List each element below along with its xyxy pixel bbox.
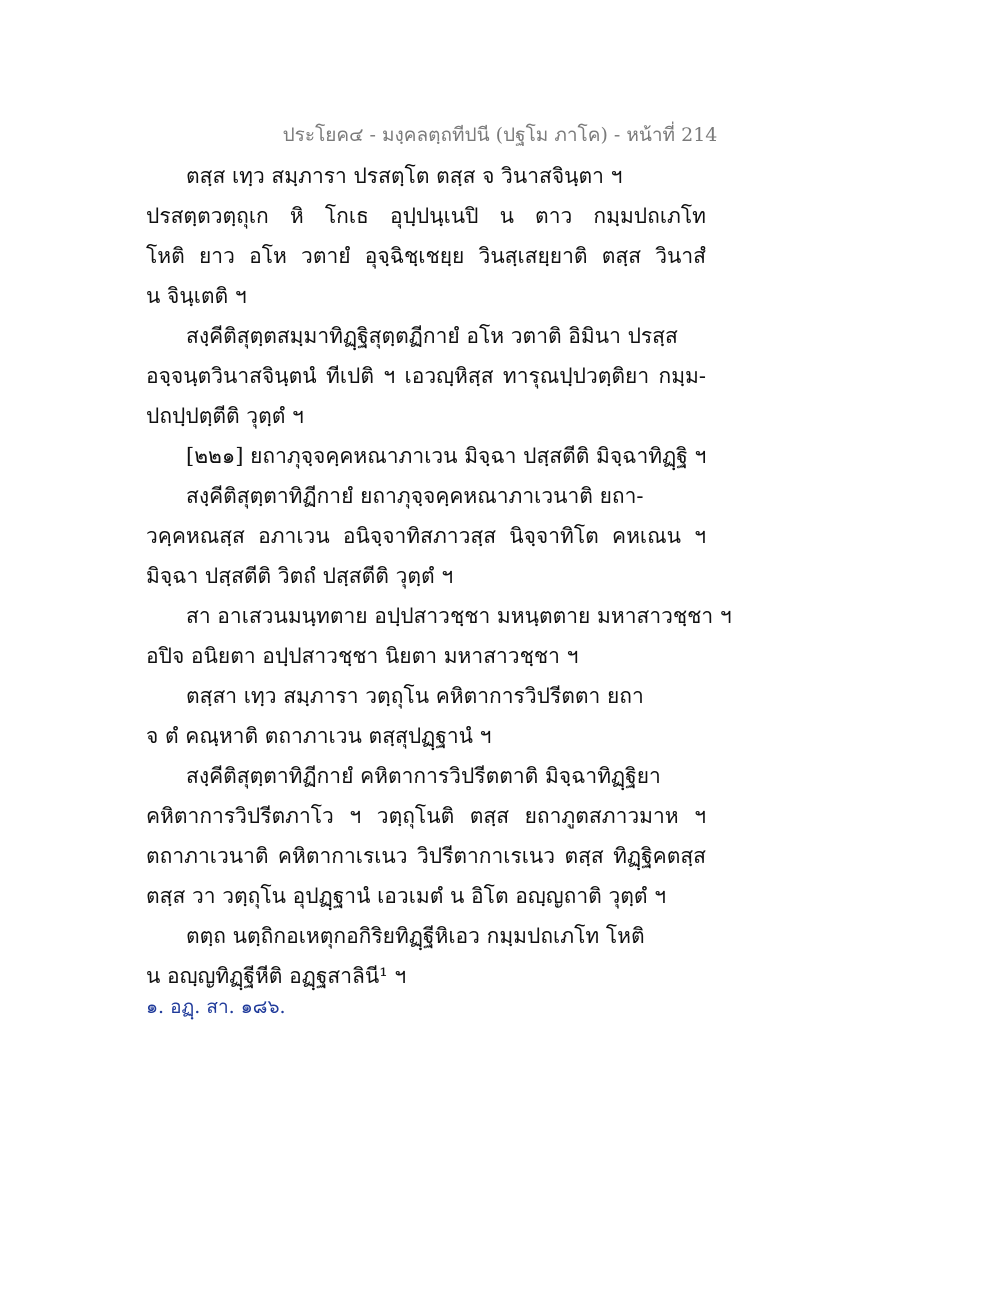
footnote-text: ๑. อฏฺ. สา. ๑๘๖.: [146, 996, 286, 1018]
text-line-9: สงฺคีติสุตฺตาทิฏีกายํ ยถาภุจฺจคฺคหณาภาเวนาติ ยถา-: [186, 484, 644, 508]
text-line-19: ตสฺส วา วตฺถุโน อุปฏฺฐานํ เอวเมตํ น อิโต อญฺญถาติ วุตฺตํ ฯ: [146, 884, 667, 908]
text-line-1: ตสฺส เทฺว สมฺภารา ปรสตฺโต ตสฺส จ วินาสจินฺตา ฯ: [186, 164, 623, 188]
text-line-12: สา อาเสวนมนฺทตาย อปฺปสาวชฺชา มหนฺตตาย มหาสาวชฺชา ฯ: [186, 604, 732, 628]
text-line-21: น อญฺญทิฏฺฐีหีติ อฏฺฐสาลินี¹ ฯ: [146, 964, 407, 988]
body-text: [146, 156, 732, 996]
text-line-16: สงฺคีติสุตฺตาทิฏีกายํ คหิตาการวิปรีตตาติ มิจฺฉาทิฏฺฐิยา: [186, 764, 661, 788]
text-line-20: ตตฺถ นตฺถิกอเหตุกอกิริยทิฏฺฐีหิเอว กมฺมปถเภโท โหติ: [186, 924, 645, 948]
text-line-13: อปิจ อนิยตา อปฺปสาวชฺชา นิยตา มหาสาวชฺชา ฯ: [146, 644, 579, 668]
footnote: [146, 993, 286, 1021]
running-header: [0, 120, 1000, 150]
text-line-5: สงฺคีติสุตฺตสมฺมาทิฏฺฐิสุตฺตฏีกายํ อโห วตาติ อิมินา ปรสฺส: [186, 324, 678, 348]
text-line-6: อจฺจนฺตวินาสจินฺตนํ ทีเปติ ฯ เอวญฺหิสฺส ทารุณปฺปวตฺติยา กมฺม-: [146, 364, 706, 388]
text-line-18: ตถาภาเวนาติ คหิตากาเรเนว วิปรีตากาเรเนว ตสฺส ทิฏฺฐิคตสฺส: [146, 844, 706, 868]
text-line-10: วคฺคหณสฺส อภาเวน อนิจฺจาทิสภาวสฺส นิจฺจาทิโต คหเณน ฯ: [146, 524, 706, 548]
text-line-8: [๒๒๑] ยถาภุจฺจคฺคหณาภาเวน มิจฺฉา ปสฺสตีติ มิจฺฉาทิฏฺฐิ ฯ: [186, 444, 707, 468]
text-line-3: โหติ ยาว อโห วตายํ อุจฺฉิชฺเชยฺย วินสฺเสยฺยาติ ตสฺส วินาสํ: [146, 244, 706, 268]
text-line-15: จ ตํ คณฺหาติ ตถาภาเวน ตสฺสุปฏฺฐานํ ฯ: [146, 724, 492, 748]
text-line-2: ปรสตฺตวตฺถุเก หิ โกเธ อุปฺปนฺเนปิ น ตาว กมฺมปถเภโท: [146, 204, 706, 228]
header-text: ประโยค๔ - มงฺคลตฺถทีปนี (ปฐโม ภาโค) - หน้าที่ 214: [282, 124, 718, 146]
text-line-14: ตสฺสา เทฺว สมฺภารา วตฺถุโน คหิตาการวิปรีตตา ยถา: [186, 684, 644, 708]
text-line-7: ปถปฺปตฺตีติ วุตฺตํ ฯ: [146, 404, 304, 428]
text-line-11: มิจฺฉา ปสฺสตีติ วิตถํ ปสฺสตีติ วุตฺตํ ฯ: [146, 564, 454, 588]
text-line-17: คหิตาการวิปรีตภาโว ฯ วตฺถุโนติ ตสฺส ยถาภูตสภาวมาห ฯ: [146, 804, 706, 828]
text-line-4: น จินฺเตติ ฯ: [146, 284, 247, 308]
